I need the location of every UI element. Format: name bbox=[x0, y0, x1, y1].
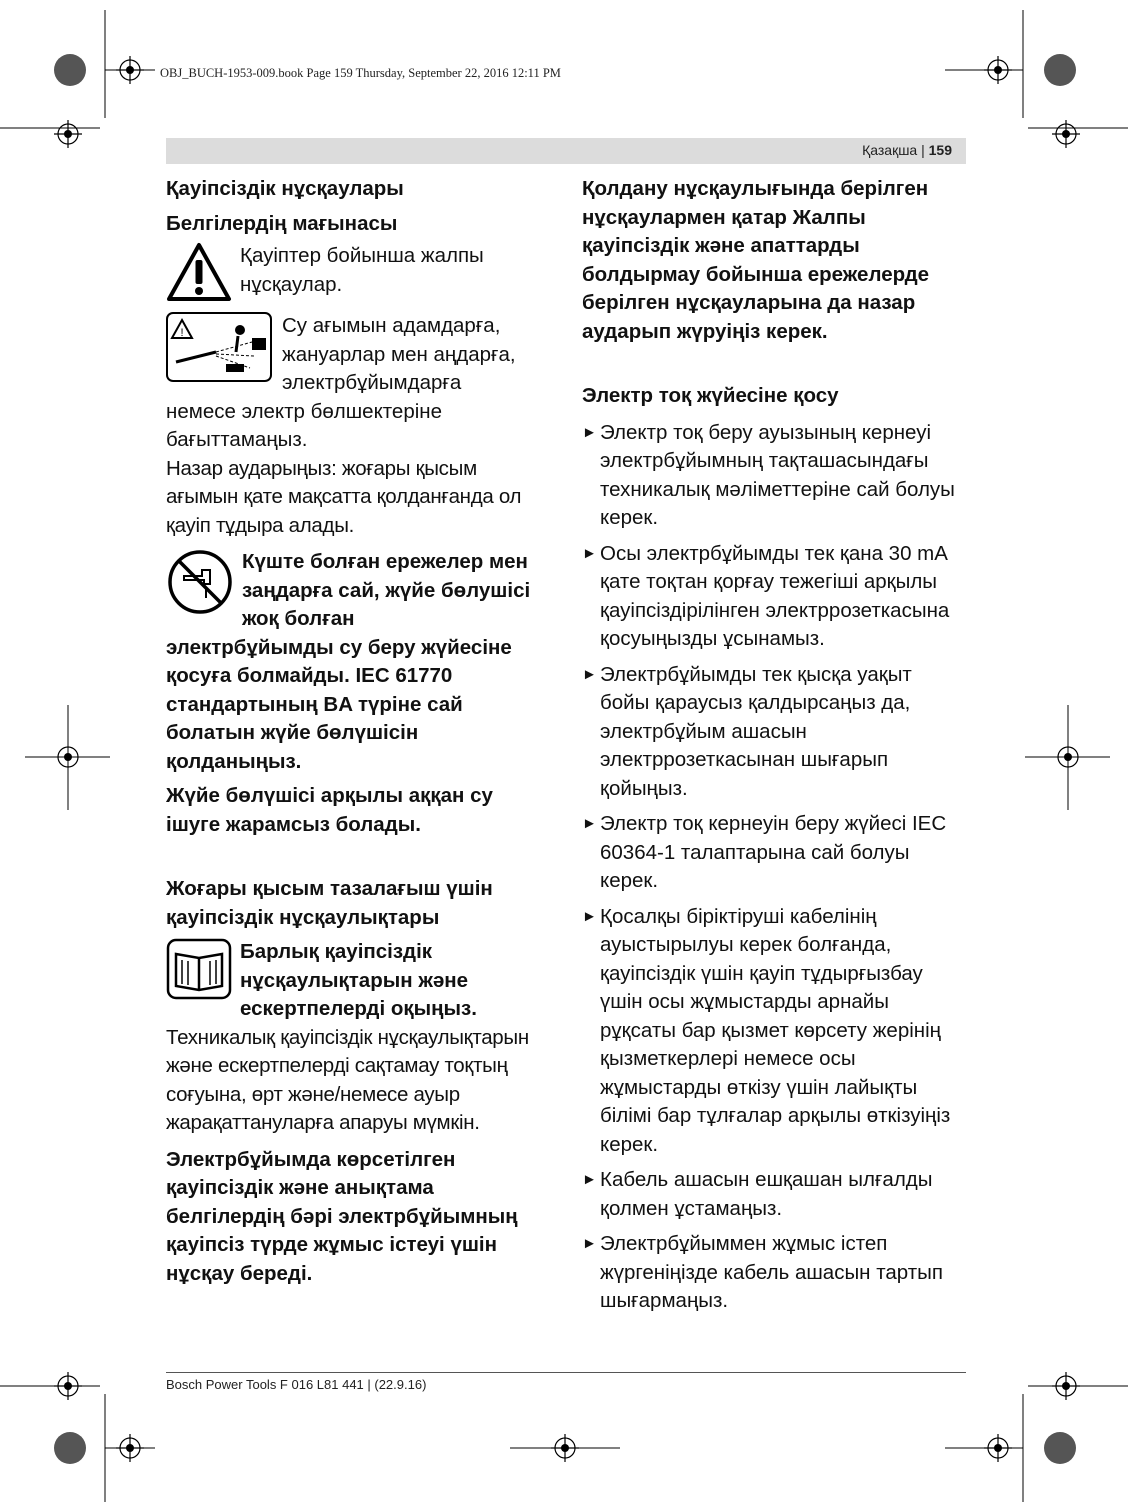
footer-rule bbox=[166, 1372, 966, 1373]
list-item: ► Электр тоқ кернеуін беру жүйесі IEC 60364-1 талаптарына сай болуы керек. bbox=[582, 812, 947, 892]
intro-text: Қолдану нұсқаулығында берілген нұсқаулармен қатар Жалпы қауіпсіздік және апаттарды болдырмау бойынша ережелерде берілген нұсқауларына да назар аударып жүруіңіз керек. bbox=[582, 177, 930, 343]
list-item: ► Осы электрбұйымды тек қана 30 mA қате тоқтан қорғау тежегіші арқылы қауіпсіздірілінген электррозеткасына қосуыңызды ұсынамыз. bbox=[582, 541, 950, 650]
header-separator: | bbox=[917, 142, 929, 158]
bullet-marker-icon: ► bbox=[582, 423, 597, 441]
bullet-marker-icon: ► bbox=[582, 907, 597, 925]
header-section: Қазақша bbox=[862, 142, 918, 158]
warning-triangle-icon bbox=[166, 242, 232, 302]
heading-high-pressure: Жоғары қысым тазалағыш үшін қауіпсіздік нұсқаулықтары bbox=[166, 877, 493, 929]
right-column bbox=[582, 175, 966, 1323]
symbol-water-text-continued: немесе электр бөлшектеріне бағыттамаңыз. bbox=[166, 399, 443, 451]
page-header-bar bbox=[166, 138, 966, 164]
list-item: ► Кабель ашасын ешқашан ылғалды қолмен ұстамаңыз. bbox=[582, 1168, 933, 1220]
left-column bbox=[166, 175, 550, 1288]
list-item: ► Электрбұйыммен жұмыс істеп жүргеніңізде кабель ашасын тартып шығармаңыз. bbox=[582, 1232, 943, 1312]
page-number: 159 bbox=[928, 142, 952, 158]
warning-text: Назар аударыңыз: жоғары қысым ағымын қате мақсатта қолданғанда ол қауіп тұдыра алады. bbox=[166, 456, 522, 537]
symbol-nodrink-block bbox=[166, 548, 550, 634]
symbol-general-text: Қауіптер бойынша жалпы нұсқаулар. bbox=[240, 244, 484, 296]
signs-note: Электрбұйымда көрсетілген қауіпсіздік және анықтама белгілердің бәрі электрбұйымның қауіпсіз түрде жұмыс істеуі үшін нұсқау береді. bbox=[166, 1147, 518, 1285]
read-manual-book-icon bbox=[166, 938, 232, 1000]
footer-text: Bosch Power Tools F 016 L81 441 | (22.9.16) bbox=[166, 1377, 427, 1392]
svg-text:!: ! bbox=[180, 327, 184, 339]
heading-safety: Қауіпсіздік нұсқаулары bbox=[166, 177, 404, 200]
bullet-marker-icon: ► bbox=[582, 1171, 597, 1188]
list-item: ► Электрбұйымды тек қысқа уақыт бойы қараусыз қалдырсаңыз да, электрбұйым ашасын электррозеткасынан шығарып қойыңыз. bbox=[582, 662, 912, 800]
list-item: ► Қосалқы біріктіруші кабелінің ауыстырылуы керек болғанда, қауіпсіздік үшін қауіп тұдырғызбау үшін осы жұмыстарды арнайы рұқсаты бар қызмет көрсету жерінің қызметкерлері немесе осы жұмыстарды өткізу үшін лайықты білімі бар тұлғалар арқылы өткізуіңіз керек. bbox=[582, 904, 951, 1156]
bullet-marker-icon: ► bbox=[582, 1235, 597, 1252]
symbol-nodrink-text-continued: электрбұйымды су беру жүйесіне қосуға болмайды. IEC 61770 стандартының BA түріне сай болатын жүйе бөлүшісін қолданыңыз. bbox=[166, 635, 512, 773]
bullet-marker-icon: ► bbox=[582, 815, 597, 832]
symbol-water-block bbox=[166, 312, 550, 398]
book-body-text: Техникалық қауіпсіздік нұсқаулықтарын және ескертпелерді сақтамау тоқтың соғуына, өрт және/немесе ауыр жарақаттануларға апаруы мүмкін. bbox=[166, 1025, 529, 1134]
bullet-marker-icon: ► bbox=[582, 665, 597, 683]
symbol-general-block bbox=[166, 242, 550, 302]
symbol-nodrink-text: Күште болған ережелер мен заңдарға сай, жүйе бөлушісі жоқ болған bbox=[242, 550, 531, 630]
bullet-marker-icon: ► bbox=[582, 544, 597, 562]
power-bullet-list bbox=[582, 419, 966, 1316]
symbol-book-text: Барлық қауіпсіздік нұсқаулықтарын және ескертпелерді оқыңыз. bbox=[240, 940, 477, 1020]
heading-symbols: Белгілердің мағынасы bbox=[166, 211, 398, 235]
symbol-book-block bbox=[166, 938, 550, 1024]
heading-power-connection: Электр тоқ жүйесіне қосу bbox=[582, 384, 839, 407]
list-item: ► Электр тоқ беру ауызының кернеуі электрбұйымның тақташасындағы техникалық мәліметтеріне сай болуы керек. bbox=[582, 420, 955, 529]
water-jet-warning-icon bbox=[166, 312, 274, 384]
page-header bbox=[862, 142, 952, 158]
no-drinking-water-icon bbox=[166, 548, 234, 616]
print-info-line: OBJ_BUCH-1953-009.book Page 159 Thursday, September 22, 2016 12:11 PM bbox=[160, 66, 561, 80]
nodrink-note: Жүйе бөлүшісі арқылы аққан су ішуге жарамсыз болады. bbox=[166, 784, 493, 836]
symbol-water-text: Су ағымын адамдарға, жануарлар мен аңдарға, электрбұйымдарға bbox=[282, 314, 516, 394]
